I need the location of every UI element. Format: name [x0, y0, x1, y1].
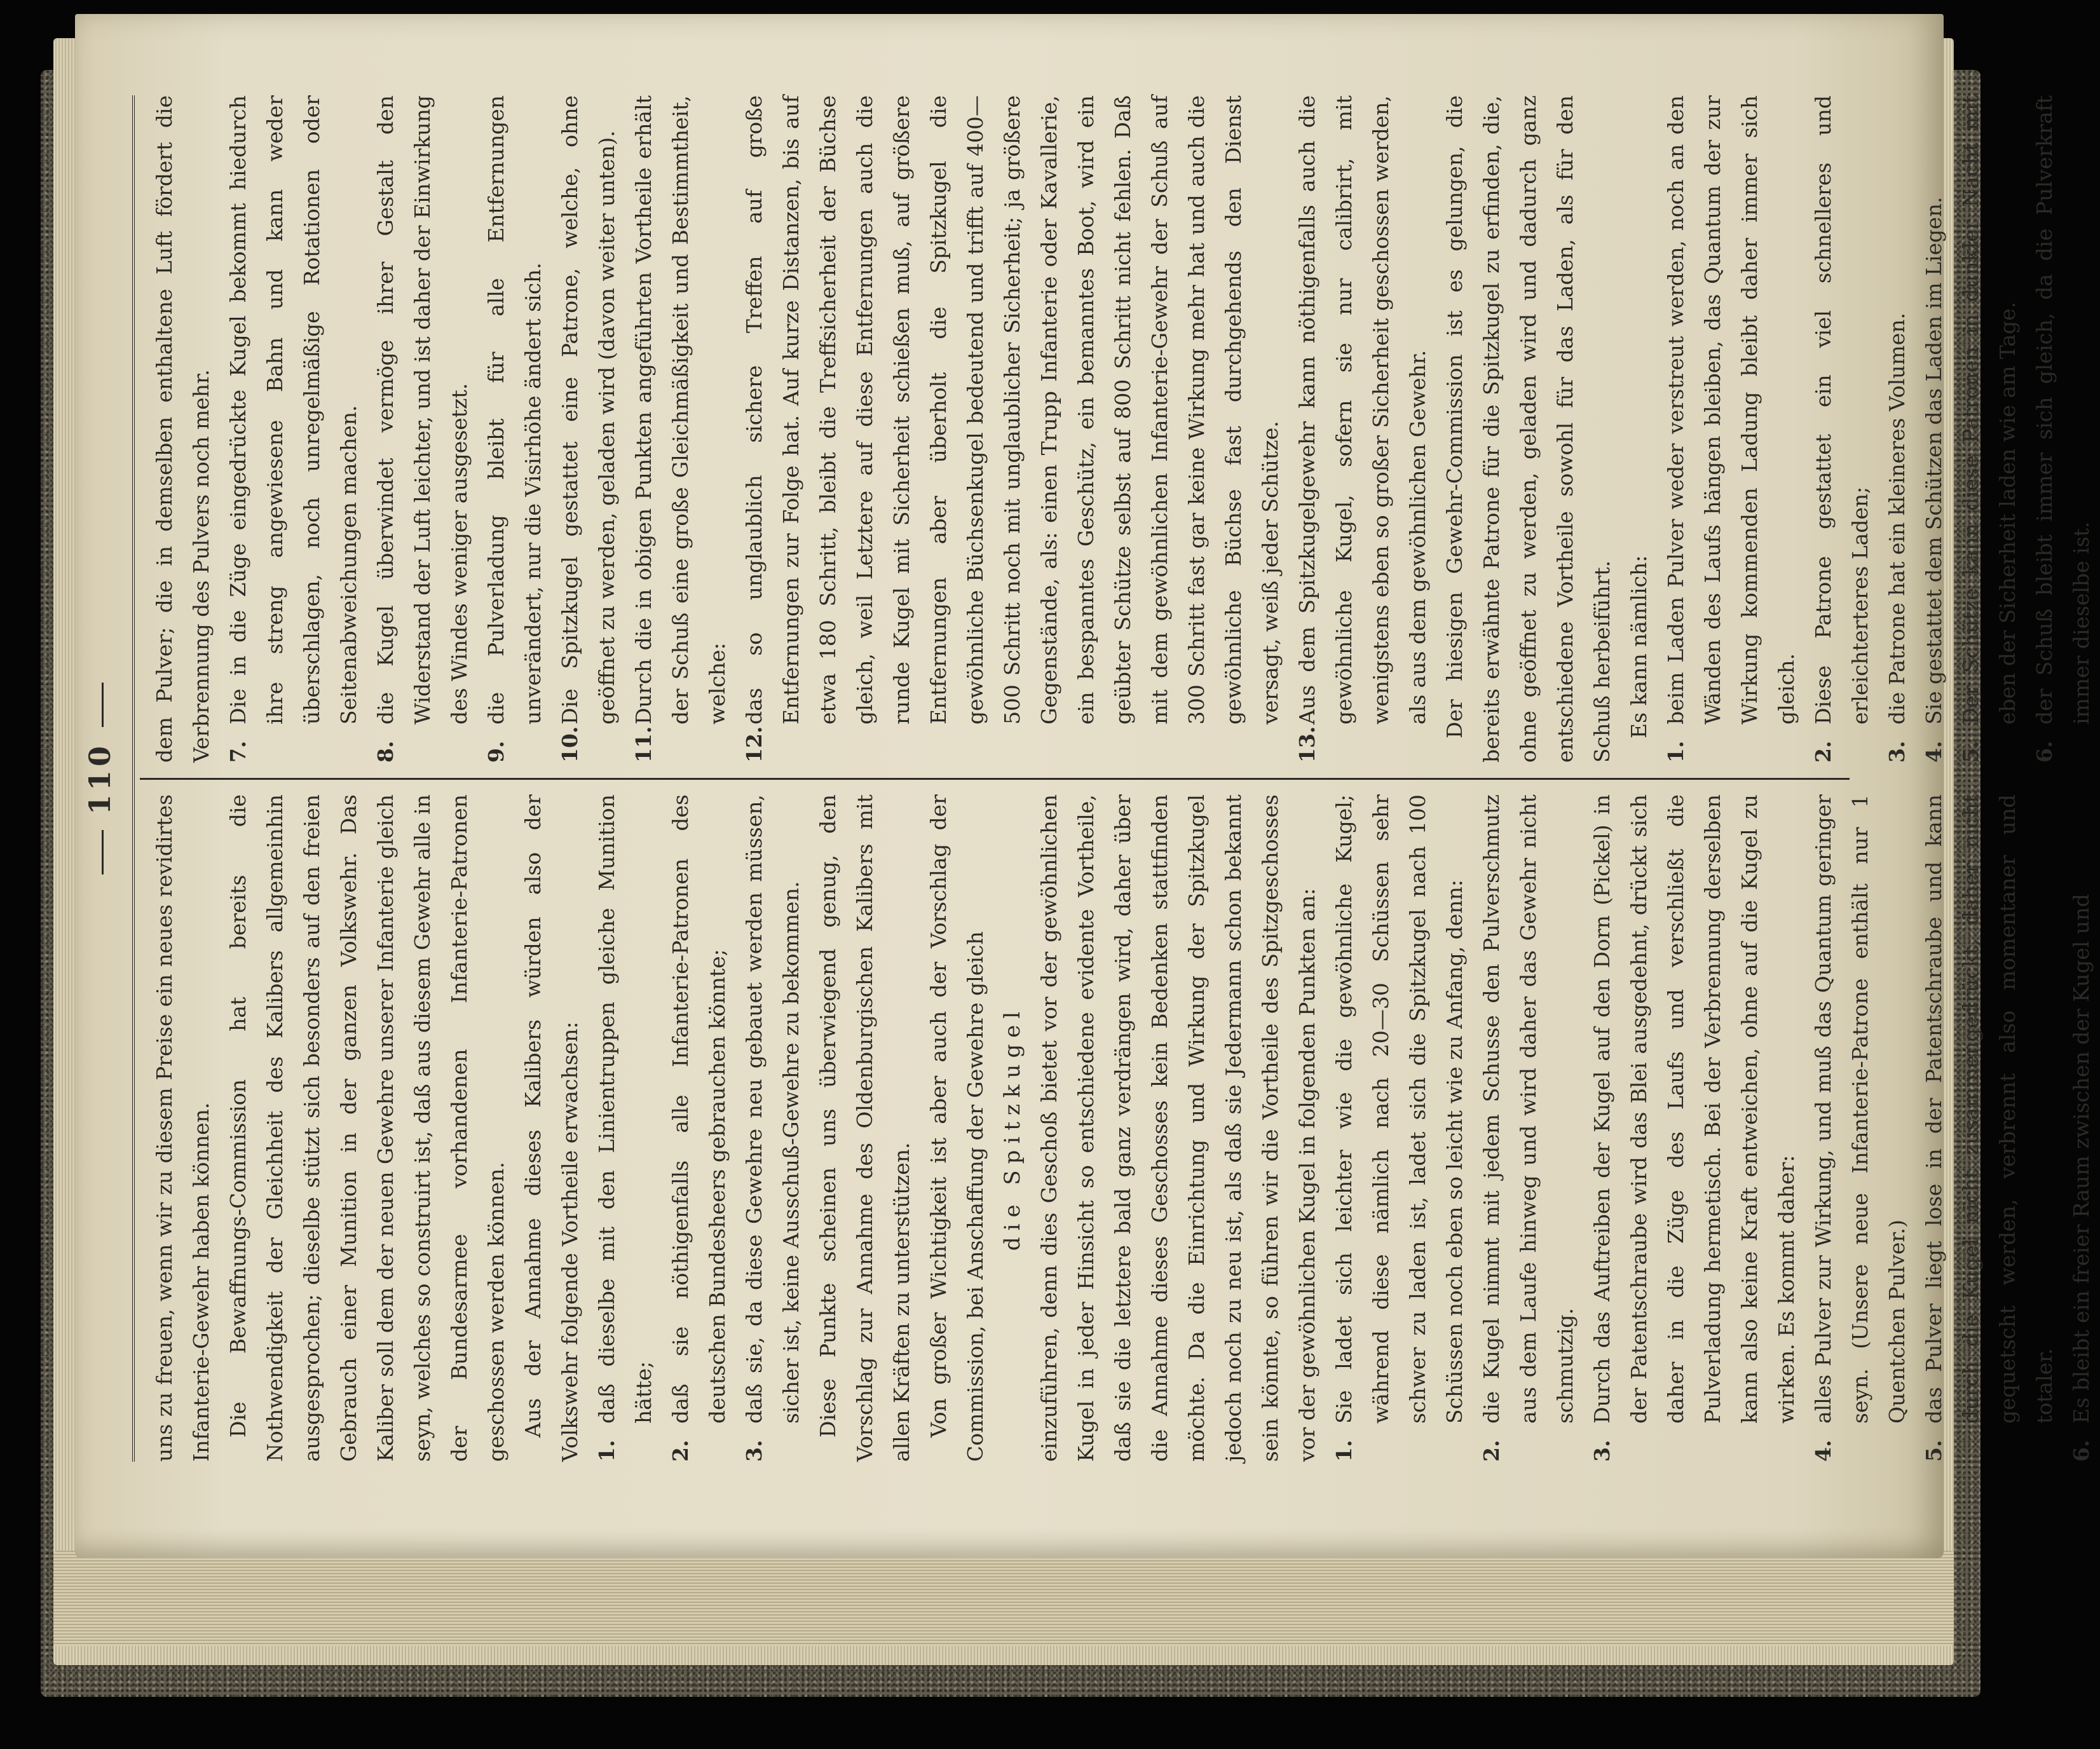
- item-number: 13.: [1295, 726, 1319, 763]
- list-item: [552, 95, 625, 763]
- head-dash-right: [102, 683, 104, 727]
- item-text: die Pulverladung bleibt für alle Entfernungen unverändert, nur die Visirhöhe ändert sich.: [484, 95, 545, 725]
- list-item: [1289, 95, 1436, 763]
- item-text: Diese Patrone gestattet ein viel schnelleres und erleichterteres Laden;: [1811, 95, 1872, 725]
- item-text: der Schuß bleibt immer sich gleich, da die Pulverkraft immer dieselbe ist.: [2032, 95, 2094, 725]
- list-item: [1584, 794, 1805, 1462]
- item-text: Sie gestattet dem Schützen das Laden im Liegen.: [1921, 196, 1946, 725]
- item-text: beim Laden Pulver weder verstreut werden, noch an den Wänden des Laufs hängen bleiben, das Quantum der zur Wirkung kommenden Ladung bleibt daher immer sich gleich.: [1663, 95, 1799, 725]
- list-item: [1473, 794, 1584, 1462]
- left-paragraph-4: Von großer Wichtigkeit ist aber auch der Vorschlag der Commission, bei Anschaffung der Gewehre gleich: [926, 794, 988, 1462]
- item-number: 2.: [1811, 740, 1836, 763]
- left-list-1: [589, 794, 810, 1462]
- item-number: 2.: [1479, 1439, 1504, 1462]
- item-text: Es bleibt ein freier Raum zwischen der Kugel und: [2069, 894, 2094, 1424]
- list-item: [2063, 794, 2100, 1462]
- right-paragraph-2: Es kann nämlich:: [1626, 555, 1651, 738]
- list-item: [1916, 794, 2063, 1462]
- item-number: 10.: [557, 726, 582, 763]
- left-paragraph-2: Aus der Annahme dieses Kalibers würden also der Volkswehr folgende Vortheile erwachsen:: [521, 794, 582, 1462]
- left-paragraph-5: einzuführen, denn dies Geschoß bietet vor der gewöhnlichen Kugel in jeder Hinsicht so entschiedene evidente Vortheile, daß sie die letztere bald ganz verdrängen wird, daher über die Annahme dieses Geschosses kein Bedenken stattfinden möchte. Da die Einrichtung und Wirkung der Spitzkugel jedoch noch zu neu ist, als daß sie Jedermann schon bekannt sein könnte, so führen wir die Vortheile des Spitzgeschosses vor der gewöhnlichen Kugel in folgenden Punkten an:: [1037, 794, 1319, 1462]
- item-text: die Patrone hat ein kleineres Volumen.: [1885, 313, 1909, 725]
- item-text: Die Spitzkugel gestattet eine Patrone, welche, ohne geöffnet zu werden, geladen wird (davon weiter unten).: [557, 95, 619, 725]
- left-paragraph-3: Diese Punkte scheinen uns überwiegend genug, den Vorschlag zur Annahme des Oldenburgischen Kalibers mit allen Kräften zu unterstützen.: [815, 794, 914, 1462]
- item-text: das Pulver liegt lose in der Patentschraube und kann durch die Kugel nicht zusammengedrückt, daher nicht gequetscht werden, verbrennt also momentaner und totaler.: [1921, 794, 2057, 1424]
- page-block-bottom-edge: [53, 1551, 1954, 1646]
- item-number: 8.: [373, 740, 398, 763]
- list-item: [589, 794, 662, 1462]
- item-text: Die in die Züge eingedrückte Kugel bekommt hiedurch ihre streng angewiesene Bahn und kann weder überschlagen, noch unregelmäßige Rotationen oder Seitenabweichungen machen.: [226, 95, 361, 725]
- right-opening-text: dem Pulver; die in demselben enthaltene Luft fördert die Verbrennung des Pulvers noch mehr.: [152, 95, 214, 763]
- list-item: [662, 794, 736, 1462]
- header-rule: [132, 95, 135, 1462]
- item-number: 3.: [742, 1439, 767, 1462]
- item-text: das so unglaublich sichere Treffen auf große Entfernungen zur Folge hat. Auf kurze Distanzen, bis auf etwa 180 Schritt, bleibt die Treffsicherheit der Büchse gleich, weil Letztere auf diese Entfernungen auch die runde Kugel mit Sicherheit schießen muß, auf größere Entfernungen aber überholt die Spitzkugel die gewöhnliche Büchsenkugel bedeutend und trifft auf 400—500 Schritt noch mit unglaublicher Sicherheit; ja größere Gegenstände, als: einen Trupp Infanterie oder Kavallerie, ein bespanntes Geschütz, ein bemanntes Boot, wird ein geübter Schütze selbst auf 800 Schritt nicht fehlen. Daß mit dem gewöhnlichen Infanterie-Gewehr der Schuß auf 300 Schritt fast gar keine Wirkung mehr hat und auch die gewöhnliche Büchse fast durchgehends den Dienst versagt, weiß jeder Schütze.: [742, 95, 1283, 725]
- item-number: 6.: [2069, 1439, 2094, 1462]
- item-number: 1.: [1663, 740, 1688, 763]
- list-item: [736, 95, 1289, 763]
- list-item: [220, 95, 367, 763]
- item-number: 1.: [594, 1439, 619, 1462]
- item-number: 4.: [1811, 1439, 1836, 1462]
- item-number: 7.: [226, 740, 250, 763]
- list-item: [1879, 95, 1916, 763]
- list-item: [736, 794, 810, 1462]
- list-item: [1658, 95, 1805, 763]
- item-text: daß dieselbe mit den Linientruppen gleiche Munition hätte;: [594, 794, 656, 1424]
- item-text: die Kugel nimmt mit jedem Schusse den Pulverschmutz aus dem Laufe hinweg und wird daher das Gewehr nicht schmutzig.: [1479, 794, 1578, 1424]
- left-list-2: [1326, 794, 2100, 1462]
- item-number: 1.: [1332, 1439, 1356, 1462]
- head-dash-left: [102, 830, 104, 875]
- left-paragraph-1: Die Bewaffnungs-Commission hat bereits die Nothwendigkeit der Gleichheit des Kalibers allgemeinhin ausgesprochen; dieselbe stützt sich besonders auf den freien Gebrauch einer Munition in der ganzen Volkswehr. Das Kaliber soll dem der neuen Gewehre unserer Infanterie gleich seyn, welches so construirt ist, daß aus diesem Gewehr alle in der Bundesarmee vorhandenen Infanterie-Patronen geschossen werden können.: [226, 794, 508, 1462]
- left-opening-text: uns zu freuen, wenn wir zu diesem Preise ein neues revidirtes Infanterie-Gewehr haben können.: [152, 794, 214, 1462]
- item-number: 5.: [1921, 1439, 1946, 1462]
- item-text: Durch die in obigen Punkten angeführten Vortheile erhält der Schuß eine große Gleichmäßigkeit und Bestimmtheit, welche:: [631, 95, 730, 725]
- column-divider: [140, 778, 1850, 780]
- right-list-2: [1658, 95, 2100, 763]
- list-item: [1326, 794, 1473, 1462]
- item-text: daß sie nöthigenfalls alle Infanterie-Patronen des deutschen Bundesheers gebrauchen könnte;: [668, 794, 730, 1424]
- item-number: 2.: [668, 1439, 693, 1462]
- item-number: 4.: [1921, 740, 1946, 763]
- page-number: 110: [83, 742, 117, 815]
- running-head: [83, 95, 121, 1462]
- section-heading: die Spitzkugel: [1000, 1005, 1025, 1251]
- list-item: [1805, 794, 1916, 1462]
- item-text: Durch das Auftreiben der Kugel auf den Dorn (Pickel) in der Patentschraube wird das Blei ausgedehnt, drückt sich daher in die Züge des Laufs und verschließt die Pulverladung hermetisch. Bei der Verbrennung derselben kann also keine Kraft entweichen, ohne auf die Kugel zu wirken. Es kommt daher:: [1590, 794, 1799, 1424]
- list-item: [367, 95, 478, 763]
- item-text: Der Schütze kann diese Patronen in dunkler Nacht mit eben der Sicherheit laden wie am Tage.: [1958, 95, 2020, 725]
- item-number: 5.: [1958, 740, 1983, 763]
- item-number: 3.: [1590, 1439, 1614, 1462]
- item-number: 12.: [742, 726, 767, 763]
- right-list-1: [220, 95, 1436, 763]
- item-text: die Kugel überwindet vermöge ihrer Gestalt den Widerstand der Luft leichter, und ist daher der Einwirkung des Windes weniger ausgesetzt.: [373, 95, 472, 725]
- item-number: 9.: [484, 740, 508, 763]
- list-item: [1953, 95, 2026, 763]
- right-column: [146, 95, 2094, 763]
- list-item: [478, 95, 552, 763]
- item-number: 6.: [2032, 740, 2057, 763]
- list-item: [1805, 95, 1879, 763]
- list-item: [2026, 95, 2100, 763]
- item-number: 11.: [631, 726, 656, 763]
- item-text: Aus dem Spitzkugelgewehr kann nöthigenfalls auch die gewöhnliche Kugel, sofern sie nur calibrirt, mit wenigstens eben so großer Sicherheit geschossen werden, als aus dem gewöhnlichen Gewehr.: [1295, 95, 1430, 725]
- item-number: 3.: [1885, 740, 1909, 763]
- item-text: Sie ladet sich leichter wie die gewöhnliche Kugel; während diese nämlich nach 20—30 Schüssen sehr schwer zu laden ist, ladet sich die Spitzkugel nach 100 Schüssen noch eben so leicht wie zu Anfang, denn:: [1332, 794, 1467, 1424]
- list-item: [625, 95, 736, 763]
- rotated-page-content: [83, 95, 2094, 1462]
- list-item: [1916, 95, 1953, 763]
- right-paragraph-1: Der hiesigen Gewehr-Commission ist es gelungen, die bereits erwähnte Patrone für die Spitzkugel zu erfinden, die, ohne geöffnet zu werden, geladen wird und dadurch ganz entschiedene Vortheile sowohl für das Laden, als für den Schuß herbeiführt.: [1442, 95, 1614, 763]
- item-text: daß sie, da diese Gewehre neu gebauet werden müssen, sicher ist, keine Ausschuß-Gewehre zu bekommen.: [742, 794, 803, 1424]
- item-text: alles Pulver zur Wirkung, und muß das Quantum geringer seyn. (Unsere neue Infanterie-Patrone enthält nur 1 Quentchen Pulver.): [1811, 794, 1909, 1424]
- left-column: [146, 794, 2094, 1462]
